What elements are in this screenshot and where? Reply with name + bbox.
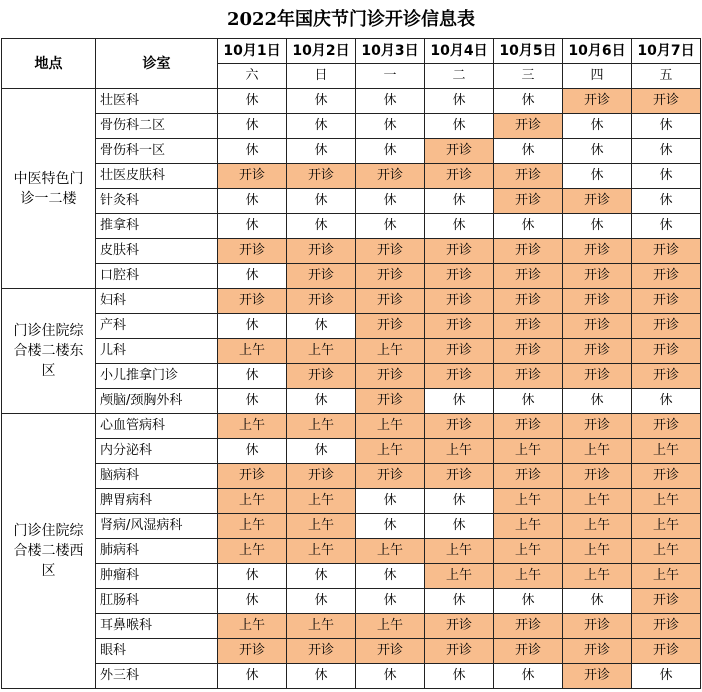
status-cell: 开诊 (632, 639, 701, 664)
status-cell: 休 (632, 189, 701, 214)
department-cell: 内分泌科 (96, 439, 218, 464)
status-cell: 开诊 (425, 364, 494, 389)
header-weekday: 一 (356, 64, 425, 89)
status-cell: 休 (632, 114, 701, 139)
status-cell: 休 (425, 589, 494, 614)
status-cell: 休 (356, 664, 425, 689)
status-cell: 开诊 (425, 339, 494, 364)
table-row (2, 314, 701, 339)
status-cell: 休 (218, 664, 287, 689)
header-date: 10月1日 (218, 39, 287, 64)
department-cell: 外三科 (96, 664, 218, 689)
table-title: 2022年国庆节门诊开诊信息表 (226, 9, 476, 30)
status-cell: 休 (356, 564, 425, 589)
status-cell: 休 (563, 139, 632, 164)
status-cell: 开诊 (632, 364, 701, 389)
department-cell: 肾病/风湿病科 (96, 514, 218, 539)
status-cell: 开诊 (287, 264, 356, 289)
status-cell: 开诊 (356, 164, 425, 189)
schedule-table (1, 38, 701, 689)
table-row (2, 564, 701, 589)
status-cell: 开诊 (494, 414, 563, 439)
status-cell: 休 (218, 564, 287, 589)
status-cell: 休 (563, 114, 632, 139)
status-cell: 上午 (632, 514, 701, 539)
status-cell: 休 (287, 139, 356, 164)
status-cell: 开诊 (494, 289, 563, 314)
status-cell: 休 (218, 589, 287, 614)
table-row (2, 489, 701, 514)
status-cell: 开诊 (218, 464, 287, 489)
header-weekday: 六 (218, 64, 287, 89)
status-cell: 开诊 (632, 414, 701, 439)
status-cell: 开诊 (287, 289, 356, 314)
department-cell: 小儿推拿门诊 (96, 364, 218, 389)
status-cell: 开诊 (563, 414, 632, 439)
status-cell: 开诊 (563, 289, 632, 314)
status-cell: 休 (632, 139, 701, 164)
department-cell: 脾胃病科 (96, 489, 218, 514)
status-cell: 上午 (287, 539, 356, 564)
status-cell: 上午 (356, 414, 425, 439)
status-cell: 上午 (218, 489, 287, 514)
status-cell: 休 (287, 89, 356, 114)
status-cell: 上午 (287, 414, 356, 439)
status-cell: 休 (425, 114, 494, 139)
status-cell: 开诊 (563, 89, 632, 114)
status-cell: 休 (494, 89, 563, 114)
status-cell: 开诊 (425, 139, 494, 164)
status-cell: 休 (425, 389, 494, 414)
status-cell: 休 (287, 114, 356, 139)
header-date: 10月5日 (494, 39, 563, 64)
status-cell: 开诊 (218, 639, 287, 664)
status-cell: 休 (425, 514, 494, 539)
status-cell: 开诊 (632, 589, 701, 614)
status-cell: 休 (218, 389, 287, 414)
status-cell: 开诊 (563, 339, 632, 364)
status-cell: 开诊 (563, 639, 632, 664)
status-cell: 休 (287, 589, 356, 614)
header-weekday: 二 (425, 64, 494, 89)
department-cell: 针灸科 (96, 189, 218, 214)
status-cell: 上午 (563, 439, 632, 464)
status-cell: 开诊 (287, 364, 356, 389)
table-row (2, 389, 701, 414)
table-row (2, 214, 701, 239)
table-row (2, 264, 701, 289)
status-cell: 休 (356, 189, 425, 214)
table-row (2, 114, 701, 139)
status-cell: 开诊 (563, 189, 632, 214)
table-row (2, 364, 701, 389)
status-cell: 上午 (494, 539, 563, 564)
status-cell: 休 (218, 114, 287, 139)
status-cell: 上午 (494, 564, 563, 589)
status-cell: 开诊 (632, 464, 701, 489)
status-cell: 休 (218, 264, 287, 289)
status-cell: 开诊 (287, 164, 356, 189)
status-cell: 休 (287, 189, 356, 214)
location-cell: 门诊住院综合楼二楼西区 (2, 414, 96, 689)
department-cell: 推拿科 (96, 214, 218, 239)
status-cell: 上午 (632, 439, 701, 464)
status-cell: 休 (287, 439, 356, 464)
table-row (2, 589, 701, 614)
status-cell: 开诊 (356, 364, 425, 389)
status-cell: 开诊 (632, 89, 701, 114)
status-cell: 休 (494, 664, 563, 689)
status-cell: 休 (287, 664, 356, 689)
status-cell: 上午 (632, 564, 701, 589)
status-cell: 开诊 (218, 239, 287, 264)
status-cell: 上午 (425, 564, 494, 589)
table-row (2, 89, 701, 114)
status-cell: 休 (356, 139, 425, 164)
status-cell: 开诊 (563, 264, 632, 289)
status-cell: 上午 (356, 439, 425, 464)
status-cell: 上午 (287, 614, 356, 639)
status-cell: 上午 (563, 489, 632, 514)
status-cell: 上午 (218, 539, 287, 564)
status-cell: 开诊 (425, 239, 494, 264)
status-cell: 上午 (356, 539, 425, 564)
status-cell: 开诊 (494, 114, 563, 139)
status-cell: 休 (356, 489, 425, 514)
status-cell: 开诊 (494, 364, 563, 389)
status-cell: 开诊 (356, 639, 425, 664)
status-cell: 上午 (563, 564, 632, 589)
status-cell: 开诊 (494, 264, 563, 289)
status-cell: 开诊 (425, 164, 494, 189)
status-cell: 休 (218, 364, 287, 389)
status-cell: 开诊 (356, 314, 425, 339)
table-row (2, 439, 701, 464)
status-cell: 上午 (494, 439, 563, 464)
department-cell: 口腔科 (96, 264, 218, 289)
status-cell: 休 (218, 214, 287, 239)
status-cell: 上午 (287, 489, 356, 514)
status-cell: 休 (356, 114, 425, 139)
status-cell: 上午 (494, 489, 563, 514)
status-cell: 开诊 (632, 339, 701, 364)
status-cell: 开诊 (494, 639, 563, 664)
status-cell: 上午 (218, 614, 287, 639)
status-cell: 休 (632, 389, 701, 414)
table-row (2, 339, 701, 364)
header-date: 10月3日 (356, 39, 425, 64)
status-cell: 开诊 (632, 614, 701, 639)
status-cell: 休 (563, 589, 632, 614)
department-cell: 皮肤科 (96, 239, 218, 264)
status-cell: 开诊 (563, 464, 632, 489)
status-cell: 开诊 (563, 614, 632, 639)
table-row (2, 164, 701, 189)
status-cell: 休 (356, 89, 425, 114)
header-date: 10月6日 (563, 39, 632, 64)
status-cell: 开诊 (632, 289, 701, 314)
status-cell: 开诊 (356, 239, 425, 264)
table-row (2, 289, 701, 314)
header-weekday: 四 (563, 64, 632, 89)
status-cell: 上午 (287, 514, 356, 539)
header-date: 10月2日 (287, 39, 356, 64)
status-cell: 休 (356, 214, 425, 239)
table-row (2, 639, 701, 664)
table-row (2, 239, 701, 264)
department-cell: 颅脑/颈胸外科 (96, 389, 218, 414)
location-cell: 中医特色门诊一二楼 (2, 89, 96, 289)
status-cell: 休 (425, 664, 494, 689)
department-cell: 壮医科 (96, 89, 218, 114)
status-cell: 上午 (425, 439, 494, 464)
status-cell: 开诊 (425, 464, 494, 489)
department-cell: 心血管病科 (96, 414, 218, 439)
status-cell: 开诊 (287, 639, 356, 664)
status-cell: 开诊 (632, 314, 701, 339)
status-cell: 开诊 (494, 189, 563, 214)
status-cell: 开诊 (563, 314, 632, 339)
header-weekday: 五 (632, 64, 701, 89)
status-cell: 开诊 (425, 264, 494, 289)
status-cell: 开诊 (356, 464, 425, 489)
status-cell: 开诊 (563, 664, 632, 689)
status-cell: 开诊 (218, 164, 287, 189)
status-cell: 休 (494, 139, 563, 164)
table-row (2, 539, 701, 564)
status-cell: 开诊 (494, 239, 563, 264)
status-cell: 开诊 (563, 364, 632, 389)
status-cell: 休 (632, 664, 701, 689)
status-cell: 休 (287, 214, 356, 239)
status-cell: 休 (218, 89, 287, 114)
table-row (2, 664, 701, 689)
department-cell: 耳鼻喉科 (96, 614, 218, 639)
status-cell: 开诊 (425, 414, 494, 439)
status-cell: 休 (563, 389, 632, 414)
status-cell: 上午 (218, 514, 287, 539)
status-cell: 开诊 (425, 314, 494, 339)
status-cell: 开诊 (356, 389, 425, 414)
status-cell: 休 (563, 214, 632, 239)
department-cell: 脑病科 (96, 464, 218, 489)
status-cell: 休 (494, 589, 563, 614)
status-cell: 上午 (563, 539, 632, 564)
status-cell: 开诊 (218, 289, 287, 314)
status-cell: 开诊 (287, 464, 356, 489)
status-cell: 上午 (356, 339, 425, 364)
status-cell: 休 (218, 439, 287, 464)
department-cell: 骨伤科一区 (96, 139, 218, 164)
department-cell: 肺病科 (96, 539, 218, 564)
status-cell: 开诊 (425, 639, 494, 664)
schedule-body (2, 39, 701, 689)
status-cell: 开诊 (425, 614, 494, 639)
status-cell: 开诊 (632, 264, 701, 289)
status-cell: 上午 (425, 539, 494, 564)
status-cell: 开诊 (494, 339, 563, 364)
status-cell: 开诊 (425, 289, 494, 314)
location-cell: 门诊住院综合楼二楼东区 (2, 289, 96, 414)
status-cell: 开诊 (563, 239, 632, 264)
status-cell: 开诊 (287, 239, 356, 264)
status-cell: 休 (218, 314, 287, 339)
header-location: 地点 (2, 39, 96, 89)
status-cell: 休 (563, 164, 632, 189)
header-date: 10月7日 (632, 39, 701, 64)
header-row-dates (2, 39, 701, 64)
status-cell: 开诊 (494, 314, 563, 339)
table-row (2, 189, 701, 214)
status-cell: 上午 (632, 539, 701, 564)
status-cell: 上午 (563, 514, 632, 539)
status-cell: 开诊 (632, 239, 701, 264)
status-cell: 开诊 (356, 289, 425, 314)
department-cell: 眼科 (96, 639, 218, 664)
header-date: 10月4日 (425, 39, 494, 64)
table-row (2, 514, 701, 539)
status-cell: 休 (425, 489, 494, 514)
status-cell: 休 (287, 314, 356, 339)
status-cell: 上午 (218, 339, 287, 364)
status-cell: 休 (425, 214, 494, 239)
status-cell: 休 (218, 139, 287, 164)
status-cell: 开诊 (494, 614, 563, 639)
status-cell: 开诊 (494, 164, 563, 189)
table-row (2, 614, 701, 639)
department-cell: 妇科 (96, 289, 218, 314)
status-cell: 休 (494, 389, 563, 414)
status-cell: 开诊 (356, 264, 425, 289)
department-cell: 骨伤科二区 (96, 114, 218, 139)
department-cell: 肛肠科 (96, 589, 218, 614)
status-cell: 休 (356, 514, 425, 539)
status-cell: 上午 (494, 514, 563, 539)
status-cell: 休 (425, 189, 494, 214)
status-cell: 开诊 (494, 464, 563, 489)
header-department: 诊室 (96, 39, 218, 89)
status-cell: 休 (425, 89, 494, 114)
status-cell: 休 (287, 564, 356, 589)
status-cell: 休 (494, 214, 563, 239)
status-cell: 上午 (632, 489, 701, 514)
status-cell: 休 (218, 189, 287, 214)
department-cell: 产科 (96, 314, 218, 339)
status-cell: 休 (356, 589, 425, 614)
table-row (2, 414, 701, 439)
header-weekday: 三 (494, 64, 563, 89)
status-cell: 休 (287, 389, 356, 414)
status-cell: 上午 (218, 414, 287, 439)
status-cell: 休 (632, 214, 701, 239)
status-cell: 休 (632, 164, 701, 189)
status-cell: 上午 (356, 614, 425, 639)
department-cell: 儿科 (96, 339, 218, 364)
department-cell: 壮医皮肤科 (96, 164, 218, 189)
department-cell: 肿瘤科 (96, 564, 218, 589)
table-row (2, 139, 701, 164)
status-cell: 上午 (287, 339, 356, 364)
header-weekday: 日 (287, 64, 356, 89)
table-row (2, 464, 701, 489)
